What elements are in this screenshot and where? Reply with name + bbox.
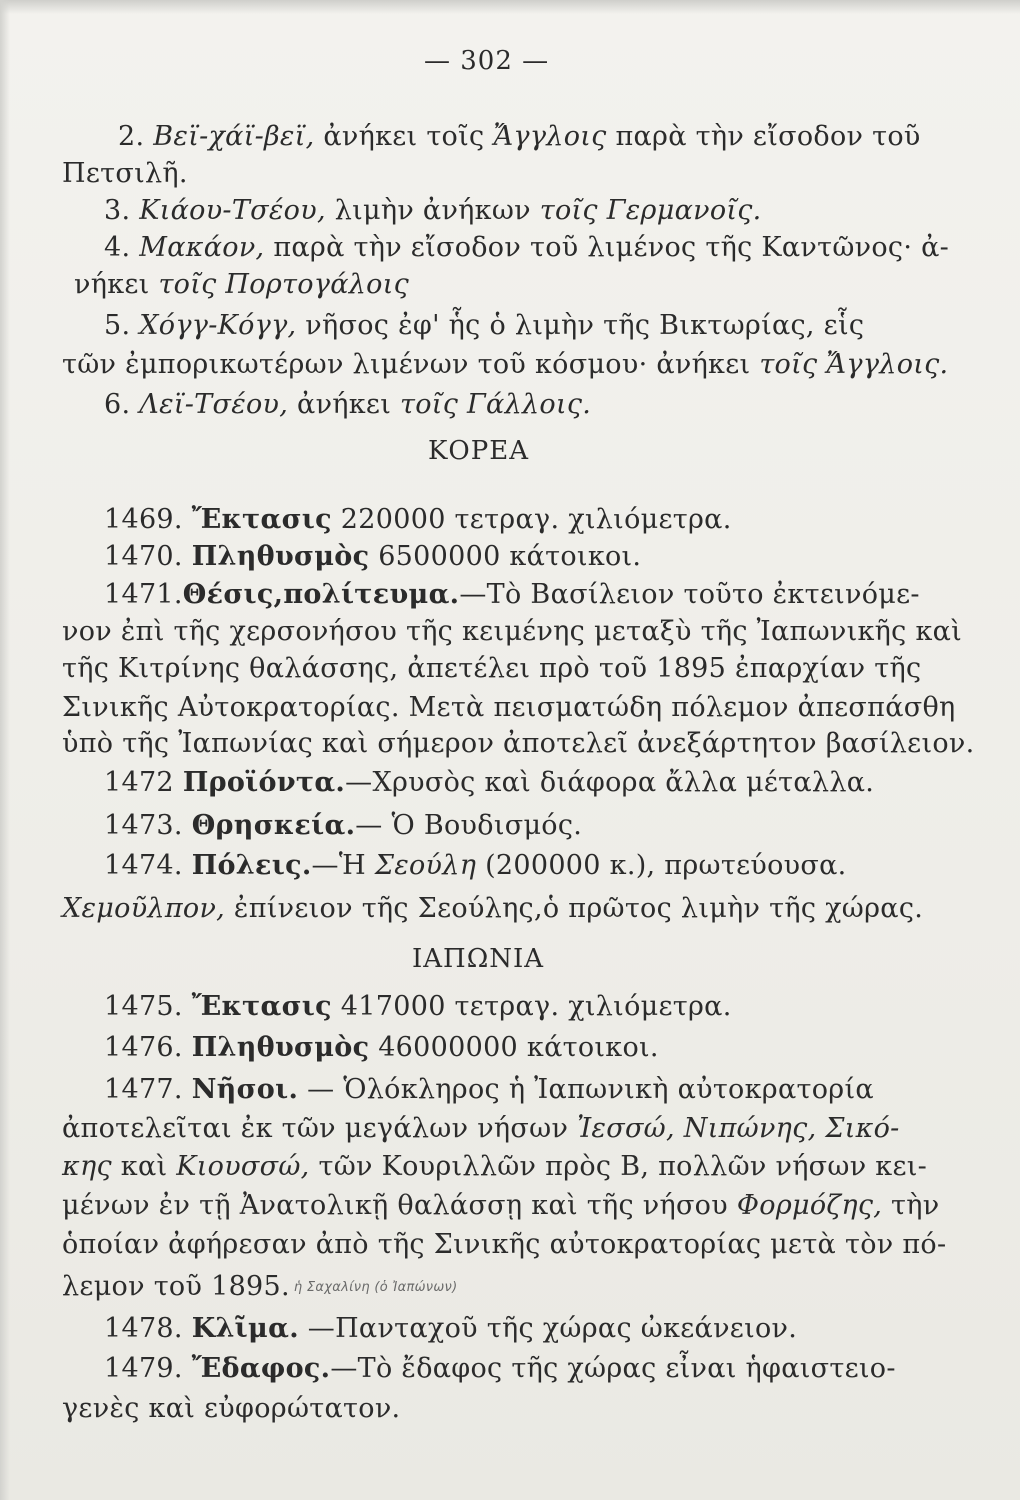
text-line: λεμον τοῦ 1895. ἡ Σαχαλίνη (ὁ Ἰαπώνων): [62, 1271, 458, 1302]
text-line: τῆς Κιτρίνης θαλάσσης, ἀπετέλει πρὸ τοῦ 1895 ἐπαρχίαν τῆς: [62, 653, 922, 684]
section-heading-korea: ΚΟΡΕΑ: [428, 436, 529, 466]
text-line: 3. Κιάου-Τσέου, λιμὴν ἀνήκων τοῖς Γερμανοῖς.: [104, 195, 762, 226]
text-line: 1478. Κλῖμα. —Πανταχοῦ τῆς χώρας ὠκεάνειον.: [104, 1313, 798, 1344]
text-line: 6. Λεϊ-Τσέου, ἀνήκει τοῖς Γάλλοις.: [104, 389, 592, 420]
text-line: 1477. Νῆσοι. — Ὁλόκληρος ἡ Ἰαπωνικὴ αὐτοκρατορία: [104, 1074, 874, 1105]
text-line: Χεμοῦλπον, ἐπίνειον τῆς Σεούλης,ὁ πρῶτος λιμὴν τῆς χώρας.: [62, 893, 924, 924]
text-line: 1479. Ἔδαφος.—Τὸ ἔδαφος τῆς χώρας εἶναι ἡφαιστειο-: [104, 1353, 896, 1384]
text-line: Πετσιλῆ.: [62, 158, 188, 189]
text-line: νον ἐπὶ τῆς χερσονήσου τῆς κειμένης μεταξὺ τῆς Ἰαπωνικῆς καὶ: [62, 616, 963, 647]
text-line: 1471.Θέσις,πολίτευμα.—Τὸ Βασίλειον τοῦτο ἐκτεινόμε-: [104, 579, 920, 610]
text-line: ἀποτελεῖται ἐκ τῶν μεγάλων νήσων Ἰεσσώ, Νιπώνης, Σικό-: [62, 1113, 900, 1144]
page-number: — 302 —: [424, 46, 550, 76]
text-line: 1472 Προϊόντα.—Χρυσὸς καὶ διάφορα ἄλλα μέταλλα.: [104, 767, 875, 798]
text-line: 1470. Πληθυσμὸς 6500000 κάτοικοι.: [104, 541, 642, 572]
text-line: ὁποίαν ἀφήρεσαν ἀπὸ τῆς Σινικῆς αὐτοκρατορίας μετὰ τὸν πό-: [62, 1229, 947, 1260]
text-line: 1469. Ἔκτασις 220000 τετραγ. χιλιόμετρα.: [104, 504, 732, 535]
text-line: ὑπὸ τῆς Ἰαπωνίας καὶ σήμερον ἀποτελεῖ ἀνεξάρτητον βασίλειον.: [62, 728, 975, 759]
text-line: Σινικῆς Αὐτοκρατορίας. Μετὰ πεισματώδη πόλεμον ἀπεσπάσθη: [62, 692, 956, 723]
text-line: 1474. Πόλεις.—Ἡ Σεούλη (200000 κ.), πρωτεύουσα.: [104, 850, 847, 881]
text-line: 2. Βεϊ-χάϊ-βεϊ, ἀνήκει τοῖς Ἄγγλοις παρὰ τὴν εἴσοδον τοῦ: [118, 121, 921, 152]
text-line: 4. Μακάον, παρὰ τὴν εἴσοδον τοῦ λιμένος τῆς Καντῶνος· ἀ-: [104, 232, 950, 263]
section-heading-japan: ΙΑΠΩΝΙΑ: [412, 944, 545, 974]
text-line: 1475. Ἔκτασις 417000 τετραγ. χιλιόμετρα.: [104, 991, 732, 1022]
text-line: νήκει τοῖς Πορτογάλοις: [74, 269, 410, 300]
text-line: κης καὶ Κιουσσώ, τῶν Κουριλλῶν πρὸς Β, πολλῶν νήσων κει-: [62, 1151, 928, 1182]
handwritten-note: ἡ Σαχαλίνη (ὁ Ἰαπώνων): [293, 1279, 458, 1295]
text-line: μένων ἐν τῇ Ἀνατολικῇ θαλάσσῃ καὶ τῆς νήσου Φορμόζης, τὴν: [62, 1190, 940, 1221]
text-line: τῶν ἐμπορικωτέρων λιμένων τοῦ κόσμου· ἀνήκει τοῖς Ἄγγλοις.: [62, 349, 949, 380]
scan-edge-top: [0, 0, 1020, 14]
text-line: 5. Χόγγ-Κόγγ, νῆσος ἐφ' ἧς ὁ λιμὴν τῆς Βικτωρίας, εἷς: [104, 310, 865, 341]
scan-edge-left: [0, 0, 10, 1500]
text-line: 1473. Θρησκεία.— Ὁ Βουδισμός.: [104, 810, 583, 841]
text-line: 1476. Πληθυσμὸς 46000000 κάτοικοι.: [104, 1032, 659, 1063]
text-line: γενὲς καὶ εὐφορώτατον.: [62, 1393, 401, 1424]
